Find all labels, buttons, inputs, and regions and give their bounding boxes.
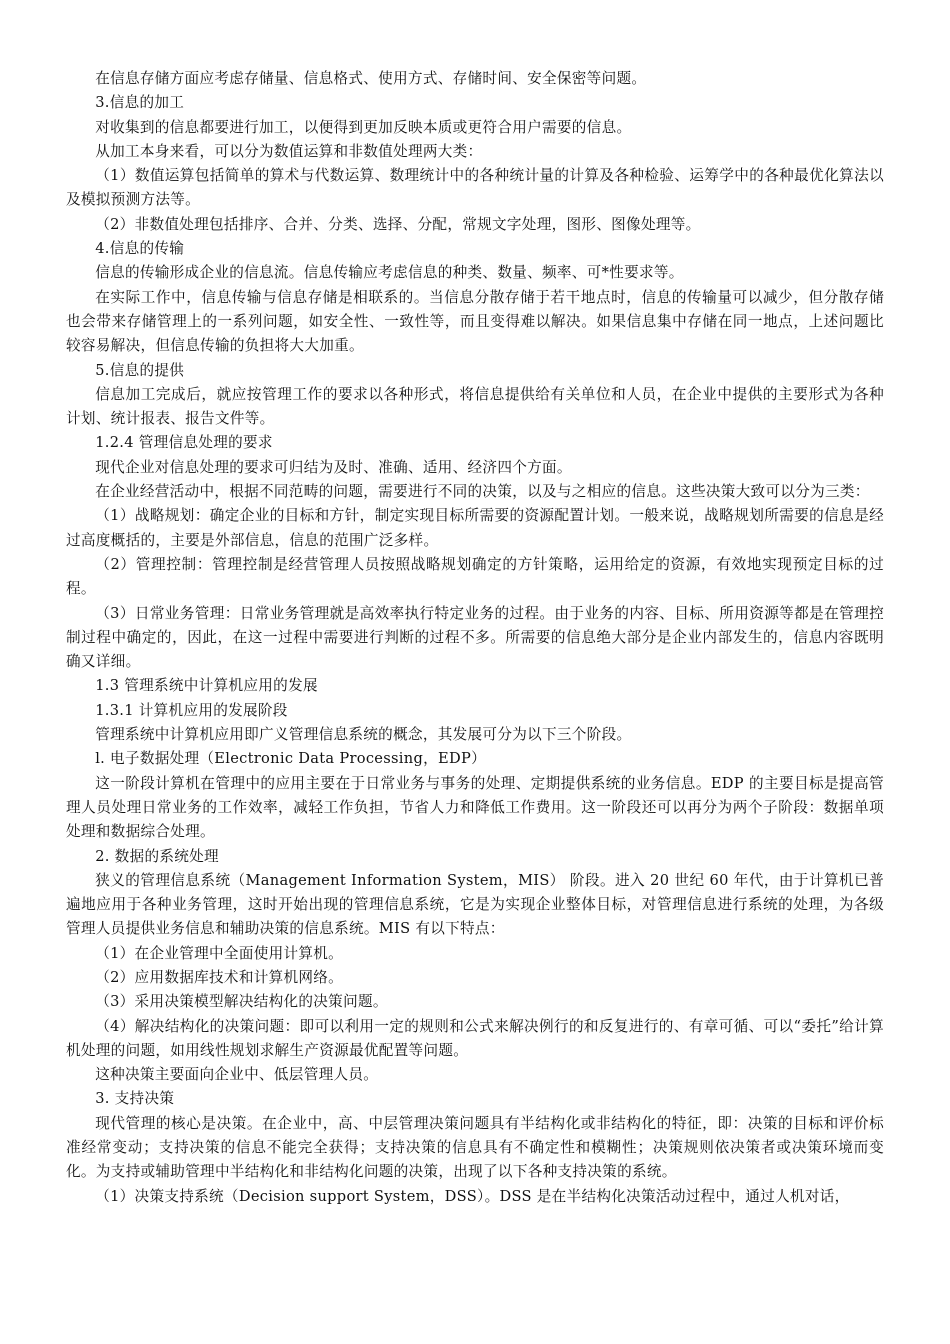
paragraph: 现代企业对信息处理的要求可归结为及时、准确、适用、经济四个方面。 xyxy=(95,458,572,476)
list-item: （4）解决结构化的决策问题：即可以利用一定的规则和公式来解决例行的和反复进行的、有章可循、可以“委托”给计算机处理的问题，如用线性规划求解生产资源最优配置等问题。 xyxy=(66,1017,884,1059)
section-heading: 1.3.1 计算机应用的发展阶段 xyxy=(95,701,288,719)
paragraph: 在信息存储方面应考虑存储量、信息格式、使用方式、存储时间、安全保密等问题。 xyxy=(95,70,647,87)
paragraph: 对收集到的信息都要进行加工，以便得到更加反映本质或更符合用户需要的信息。 xyxy=(95,118,632,136)
list-item: （1）决策支持系统（Decision support System，DSS）。DSS 是在半结构化决策活动过程中，通过人机对话， xyxy=(95,1187,850,1205)
list-item: （2）非数值处理包括排序、合并、分类、选择、分配，常规文字处理，图形、图像处理等。 xyxy=(95,215,701,233)
paragraph: 从加工本身来看，可以分为数值运算和非数值处理两大类： xyxy=(95,142,483,160)
list-item: （3）采用决策模型解决结构化的决策问题。 xyxy=(95,993,388,1011)
paragraph: 信息加工完成后，就应按管理工作的要求以各种形式，将信息提供给有关单位和人员，在企业中提供的主要形式为各种计划、统计报表、报告文件等。 xyxy=(66,385,884,428)
section-heading: l. 电子数据处理（Electronic Data Processing，EDP） xyxy=(95,750,486,768)
list-item: （1）在企业管理中全面使用计算机。 xyxy=(95,944,344,962)
paragraph: 这一阶段计算机在管理中的应用主要在于日常业务与事务的处理、定期提供系统的业务信息。EDP 的主要目标是提高管理人员处理日常业务的工作效率，减轻工作负担，节省人力和降低工作费用。这一阶段还可以再分为两个子阶段：数据单项处理和数据综合处理。 xyxy=(66,774,884,841)
paragraph: 在实际工作中，信息传输与信息存储是相联系的。当信息分散存储于若干地点时，信息的传输量可以减少，但分散存储也会带来存储管理上的一系列问题，如安全性、一致性等，而且变得难以解决。如果信息集中存储在同一地点，上述问题比较容易解决，但信息传输的负担将大大加重。 xyxy=(66,288,884,355)
paragraph: 现代管理的核心是决策。在企业中，高、中层管理决策问题具有半结构化或非结构化的特征，即：决策的目标和评价标准经常变动；支持决策的信息不能完全获得；支持决策的信息具有不确定性和模糊性；决策规则依决策者或决策环境而变化。为支持或辅助管理中半结构化和非结构化问题的决策，出现了以下各种支持决策的系统。 xyxy=(66,1114,884,1181)
section-heading: 1.3 管理系统中计算机应用的发展 xyxy=(95,677,318,695)
list-item: （1）数值运算包括简单的算术与代数运算、数理统计中的各种统计量的计算及各种检验、运筹学中的各种最优化算法以及模拟预测方法等。 xyxy=(66,167,884,209)
list-item: （3）日常业务管理：日常业务管理就是高效率执行特定业务的过程。由于业务的内容、目标、所用资源等都是在管理控制过程中确定的，因此，在这一过程中需要进行判断的过程不多。所需要的信息绝大部分是企业内部发生的，信息内容既明确又详细。 xyxy=(66,604,884,671)
section-heading: 5.信息的提供 xyxy=(95,361,185,379)
section-heading: 3.信息的加工 xyxy=(95,94,185,112)
section-heading: 2. 数据的系统处理 xyxy=(95,847,219,865)
paragraph: 狭义的管理信息系统（Management Information System，MIS） 阶段。进入 20 世纪 60 年代，由于计算机已普遍地应用于各种业务管理，这时开始出现的管理信息系统，它是为实现企业整体目标，对管理信息进行系统的处理，为各级管理人员提供业务信息和辅助决策的信息系统。MIS 有以下特点： xyxy=(66,871,884,938)
paragraph: 这种决策主要面向企业中、低层管理人员。 xyxy=(95,1066,379,1084)
list-item: （2）应用数据库技术和计算机网络。 xyxy=(95,968,344,986)
list-item: （2）管理控制：管理控制是经营管理人员按照战略规划确定的方针策略，运用给定的资源，有效地实现预定目标的过程。 xyxy=(66,555,884,598)
section-heading: 3. 支持决策 xyxy=(95,1090,175,1108)
section-heading: 1.2.4 管理信息处理的要求 xyxy=(95,434,273,452)
paragraph: 在企业经营活动中，根据不同范畴的问题，需要进行不同的决策，以及与之相应的信息。这些决策大致可以分为三类： xyxy=(95,483,870,501)
section-heading: 4.信息的传输 xyxy=(95,240,185,258)
paragraph: 管理系统中计算机应用即广义管理信息系统的概念，其发展可分为以下三个阶段。 xyxy=(95,726,632,744)
list-item: （1）战略规划：确定企业的目标和方针，制定实现目标所需要的资源配置计划。一般来说，战略规划所需要的信息是经过高度概括的，主要是外部信息，信息的范围广泛多样。 xyxy=(66,507,884,549)
paragraph: 信息的传输形成企业的信息流。信息传输应考虑信息的种类、数量、频率、可*性要求等。 xyxy=(95,264,684,282)
